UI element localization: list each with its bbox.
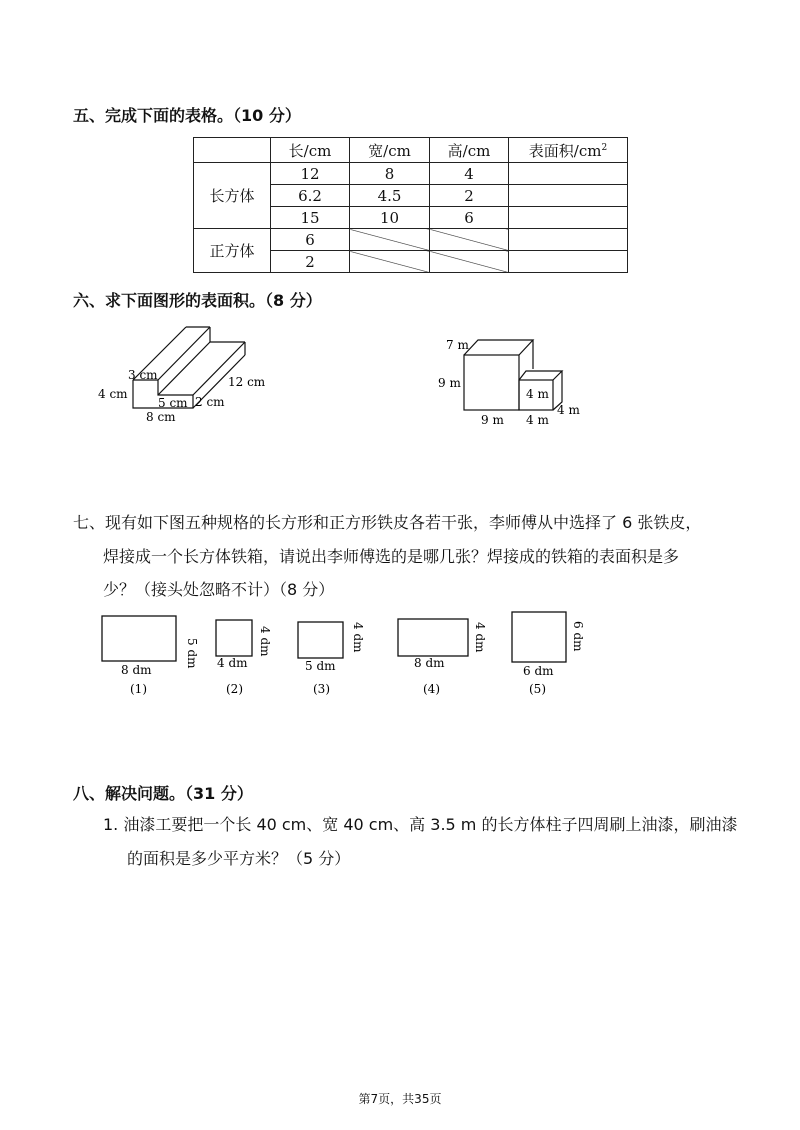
sheet-4-width: 8 dm (414, 656, 445, 670)
large-cube-top (464, 340, 533, 355)
cell-length: 12 (271, 163, 350, 185)
sheet-2-rect (216, 620, 252, 656)
header-height: 高/cm (430, 138, 509, 163)
section7-line3: 少？（接头处忽略不计）（8 分） (103, 580, 335, 599)
dim-label-4m-side: 4 m (557, 403, 580, 417)
sheet-4-height: 4 dm (473, 622, 487, 653)
sheet-3-rect (298, 622, 343, 658)
large-cube-front (464, 355, 519, 410)
dim-label-4m-width: 4 m (526, 413, 549, 427)
sheet-1-width: 8 dm (121, 663, 152, 677)
cell-width: 4.5 (350, 185, 430, 207)
row-label-cube: 正方体 (194, 229, 271, 273)
sheet-2-height: 4 dm (258, 626, 272, 657)
section7-line2: 焊接成一个长方体铁箱，请说出李师傅选的是哪几张？焊接成的铁箱的表面积是多 (103, 547, 680, 566)
sheet-2-width: 4 dm (217, 656, 248, 670)
dim-label-7m: 7 m (446, 338, 469, 352)
cell-length: 15 (271, 207, 350, 229)
header-surface-area-label: 表面积/cm (528, 141, 602, 160)
sheet-5-height: 6 dm (571, 621, 585, 652)
sheet-3-number: (3) (313, 682, 330, 696)
dim-label-4m-inner: 4 m (526, 387, 549, 401)
cell-height: 6 (430, 207, 509, 229)
dim-label-4cm: 4 cm (98, 387, 128, 401)
question-1-line2: 的面积是多少平方米？（5 分） (127, 849, 351, 868)
section8-title: 八、解决问题。（31 分） (73, 784, 253, 803)
sheet-1-number: (1) (130, 682, 147, 696)
section5-title: 五、完成下面的表格。（10 分） (73, 106, 301, 125)
cell-width: 8 (350, 163, 430, 185)
sheet-4-number: (4) (423, 682, 440, 696)
dim-label-8cm: 8 cm (146, 410, 176, 424)
header-surface-area-superscript: 2 (601, 142, 608, 153)
page-number: 第7页，共35页 (358, 1092, 442, 1106)
sheet-3-height: 4 dm (351, 622, 365, 653)
sheet-5-rect (512, 612, 566, 662)
dim-label-5cm: 5 cm (158, 396, 188, 410)
header-length: 长/cm (271, 138, 350, 163)
sheet-5-width: 6 dm (523, 664, 554, 678)
section6-title: 六、求下面图形的表面积。（8 分） (73, 291, 322, 310)
sheet-3-width: 5 dm (305, 659, 336, 673)
section7-line1: 七、现有如下图五种规格的长方形和正方形铁皮各若干张，李师傅从中选择了 6 张铁皮， (73, 513, 702, 532)
dim-label-2cm: 2 cm (195, 395, 225, 409)
header-width: 宽/cm (350, 138, 430, 163)
cell-width: 10 (350, 207, 430, 229)
sheet-4-rect (398, 619, 468, 656)
row-label-cuboid: 长方体 (194, 163, 271, 229)
cell-length: 6.2 (271, 185, 350, 207)
dim-label-12cm: 12 cm (228, 375, 266, 389)
cell-length: 2 (271, 251, 350, 273)
step-edge (158, 327, 210, 380)
dim-label-9m-width: 9 m (481, 413, 504, 427)
dim-label-9m-height: 9 m (438, 376, 461, 390)
sheet-1-rect (102, 616, 176, 661)
cell-height: 4 (430, 163, 509, 185)
dim-label-3cm: 3 cm (128, 368, 158, 382)
sheet-2-number: (2) (226, 682, 243, 696)
sheet-1-height: 5 dm (185, 638, 199, 669)
question-1-line1: 1. 油漆工要把一个长 40 cm、宽 40 cm、高 3.5 m 的长方体柱子四周刷上油漆，刷油漆 (103, 815, 738, 834)
sheet-shapes (102, 612, 566, 662)
cell-height: 2 (430, 185, 509, 207)
small-cube-top (519, 371, 562, 380)
cell-length: 6 (271, 229, 350, 251)
sheet-5-number: (5) (529, 682, 546, 696)
step-edge (158, 342, 210, 395)
